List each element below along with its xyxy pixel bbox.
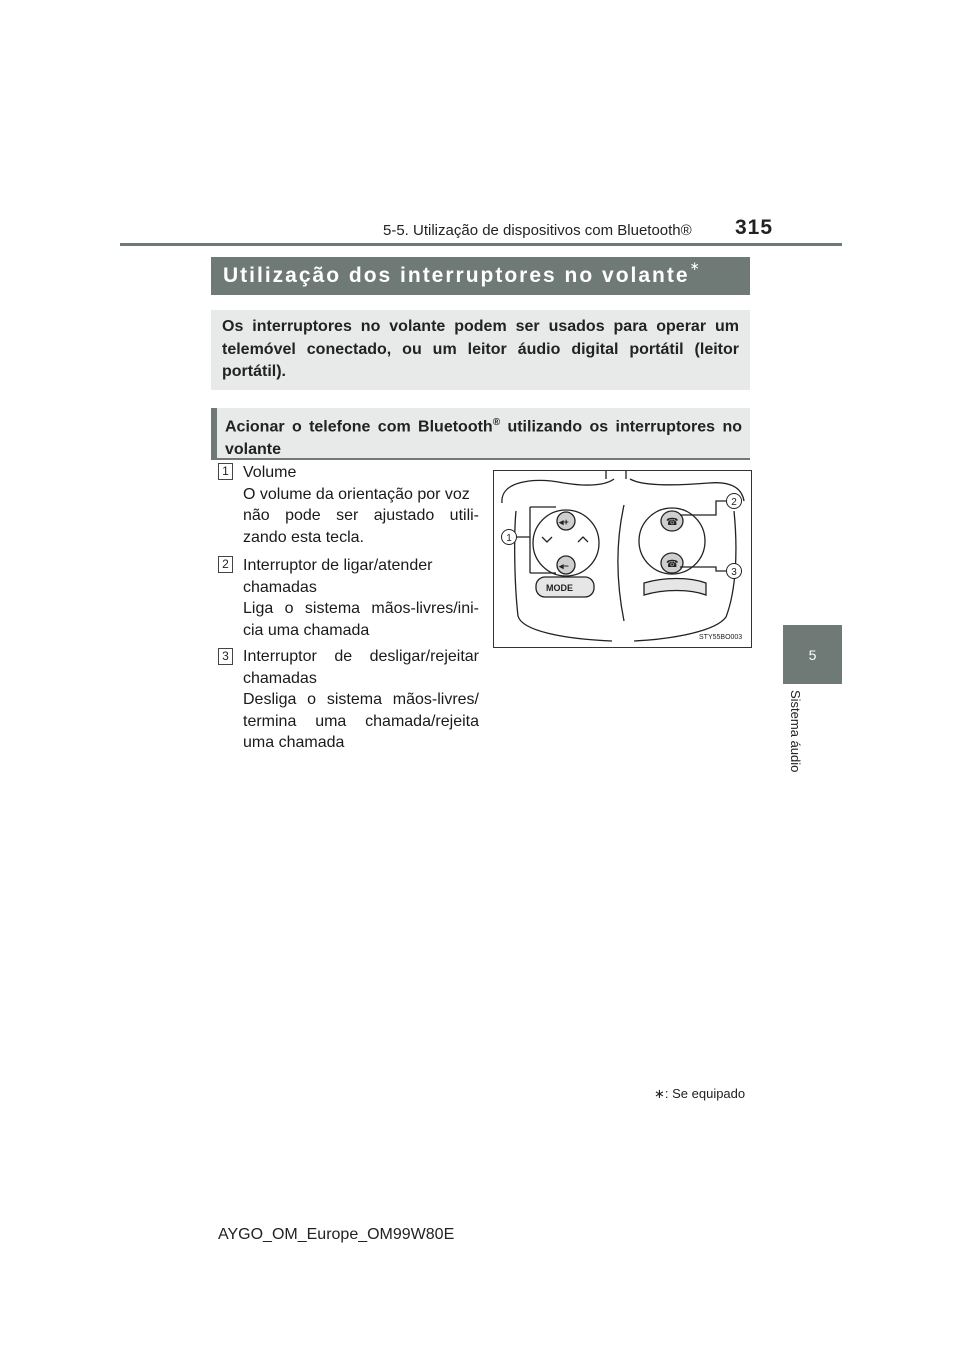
subsection-title [225,411,742,461]
chapter-label [788,690,812,790]
header-rule [120,243,842,246]
steering-switch-illustration [493,470,752,648]
item-number-3: 3 [218,648,233,665]
subsection-title-part2: utilizando os interruptores no volante [225,418,742,459]
callout-2-label: 2 [731,497,737,508]
svg-text:☎: ☎ [666,559,679,570]
subsection-bar [211,408,217,460]
chapter-number: 5 [808,646,817,663]
item-1-line: não pode ser ajustado utili- [243,507,479,525]
item-1-line: zando esta tecla. [243,528,364,546]
chapter-tab [783,625,842,684]
mode-button-label: MODE [546,583,573,593]
item-2-line: Liga o sistema mãos-livres/ini- [243,600,479,618]
section-title-banner [211,257,750,295]
item-2-title: Interruptor de ligar/atender [243,557,433,574]
steering-wheel-drawing [494,471,751,647]
item-3-line: uma chamada [243,734,345,752]
svg-text:◂−: ◂− [559,561,569,571]
footnote: ∗: Se equipado [654,1086,746,1101]
item-3-title-cont: chamadas [243,669,317,687]
item-3-line: Desliga o sistema mãos-livres/ [243,691,479,709]
intro-box [211,310,750,390]
item-1-text [243,462,479,548]
equipped-mark: ∗ [689,259,702,273]
item-2-line: cia uma chamada [243,621,370,639]
item-3-text [243,646,479,754]
document-code: AYGO_OM_Europe_OM99W80E [218,1226,455,1243]
page-number: 315 [735,216,774,239]
callout-3-label: 3 [731,567,737,578]
item-number-2: 2 [218,556,233,573]
item-1-title: Volume [243,464,297,481]
item-3-line: termina uma chamada/rejeita [243,712,479,730]
item-2-text [243,555,479,641]
svg-text:☎: ☎ [666,517,679,528]
subsection-heading [211,408,750,460]
section-title: Utilização dos interruptores no volante [223,264,690,287]
intro-text: Os interruptores no volante podem ser usados para operar um telemóvel conectado, ou um leitor áudio digital portátil (leitor portátil). [222,318,739,380]
running-header-title: 5-5. Utilização de dispositivos com Bluetooth® [383,222,692,239]
item-1-line: O volume da orientação por voz [243,485,470,503]
item-2-title-cont: chamadas [243,578,317,596]
svg-text:◂+: ◂+ [559,517,569,527]
callout-1-label: 1 [506,533,512,544]
item-number-1: 1 [218,463,233,480]
chapter-label-text: Sistema áudio [788,690,803,773]
item-3-title: Interruptor de desligar/rejeitar [243,648,479,665]
registered-mark: ® [492,417,501,428]
subsection-title-part1: Acionar o telefone com Bluetooth [225,418,493,436]
figure-code: STY55BO003 [699,634,743,641]
